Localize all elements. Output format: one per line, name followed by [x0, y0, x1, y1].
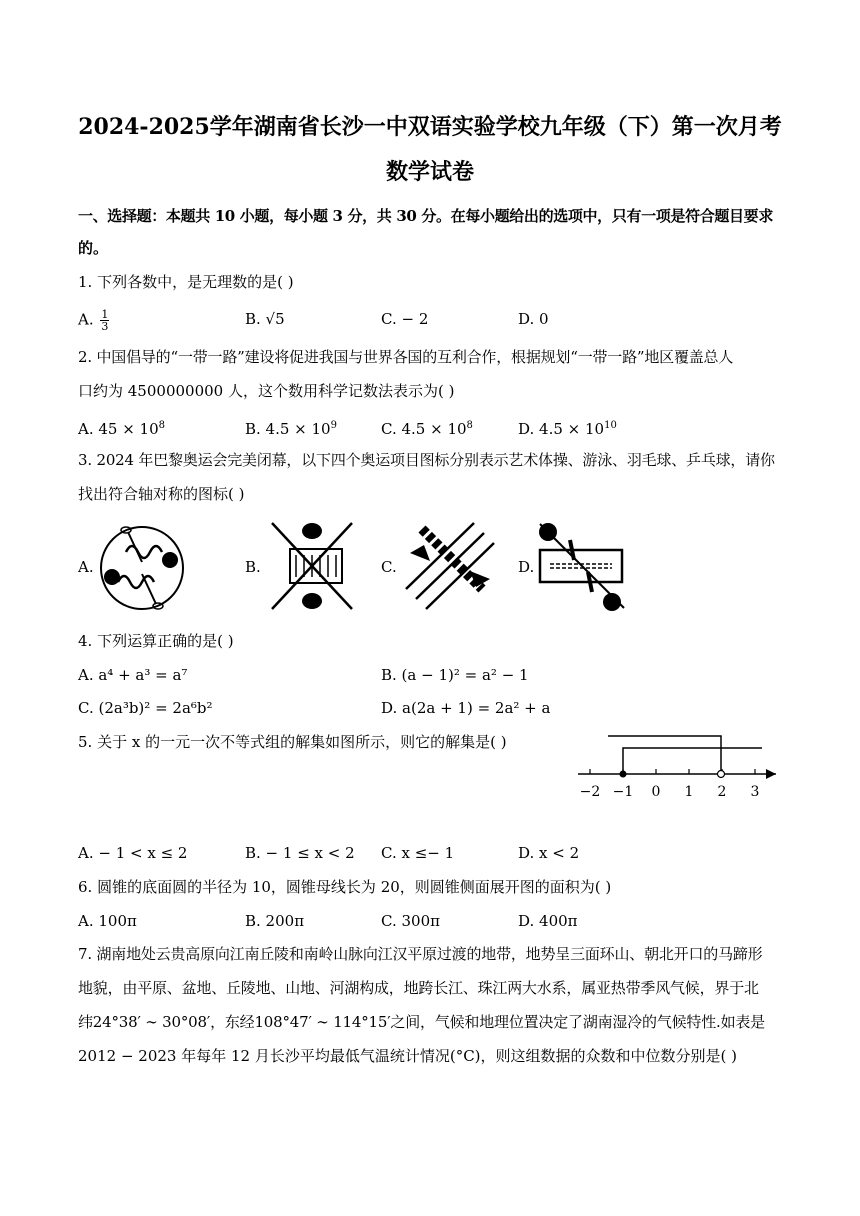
question-3-line1: 3. 2024 年巴黎奥运会完美闭幕，以下四个奥运项目图标分别表示艺术体操、游泳、羽毛球、乒乓球，请你 — [78, 451, 775, 469]
q2-option-a-base: A. 45 × 10 — [78, 420, 159, 438]
q3-option-d-label: D. — [518, 558, 535, 576]
q2-option-d-exp: 10 — [604, 420, 617, 431]
question-7-line1: 7. 湖南地处云贵高原向江南丘陵和南岭山脉向江汉平原过渡的地带，地势呈三面环山、朝北开口的马蹄形 — [78, 945, 763, 963]
gymnastics-icon — [98, 522, 186, 614]
number-line-figure — [570, 726, 784, 804]
question-4-stem: 4. 下列运算正确的是( ) — [78, 632, 234, 650]
q3-option-b-label: B. — [245, 558, 261, 576]
swimming-icon — [266, 519, 358, 613]
q1-option-d: D. 0 — [518, 310, 549, 328]
q2-option-b-base: B. 4.5 × 10 — [245, 420, 331, 438]
q5-option-b: B. − 1 ≤ x < 2 — [245, 844, 355, 862]
axis-tick-label: 3 — [750, 784, 760, 800]
q2-option-c-base: C. 4.5 × 10 — [381, 420, 467, 438]
q6-option-c: C. 300π — [381, 912, 440, 930]
solution-line-lower — [623, 748, 762, 774]
q5-option-a: A. − 1 < x ≤ 2 — [78, 844, 188, 862]
axis-tick-label: 1 — [684, 784, 694, 800]
solution-line-upper — [608, 736, 721, 774]
q3-option-a-label: A. — [78, 558, 94, 576]
q4-option-d: D. a(2a + 1) = 2a² + a — [381, 699, 551, 717]
question-1-stem: 1. 下列各数中，是无理数的是( ) — [78, 273, 294, 291]
q1-option-a-label: A. — [78, 310, 94, 329]
q1-option-c: C. − 2 — [381, 310, 429, 328]
question-7-line3: 纬24°38′ ∼ 30°08′，东经108°47′ ∼ 114°15′之间，气候和地理位置决定了湖南湿冷的气候特性.如表是 — [78, 1013, 765, 1031]
q6-option-b: B. 200π — [245, 912, 305, 930]
closed-point — [620, 771, 627, 778]
badminton-icon — [402, 519, 498, 613]
q4-option-b: B. (a − 1)² = a² − 1 — [381, 666, 529, 684]
q2-option-d — [518, 416, 617, 439]
q2-option-a-exp: 8 — [158, 420, 166, 431]
q2-option-a — [78, 416, 165, 439]
section-heading-line1: 一、选择题：本题共 10 小题，每小题 3 分，共 30 分。在每小题给出的选项中，只有一项是符合题目要求 — [78, 207, 773, 225]
q2-option-b-exp: 9 — [330, 420, 337, 431]
question-2-line2: 口约为 4500000000 人，这个数用科学记数法表示为( ) — [78, 382, 455, 400]
axis-tick-label: 2 — [717, 784, 727, 800]
question-7-line2: 地貌，由平原、盆地、丘陵地、山地、河湖构成，地跨长江、珠江两大水系，属亚热带季风气候，界于北 — [78, 979, 759, 997]
q5-option-c: C. x ≤− 1 — [381, 844, 455, 862]
question-5-stem: 5. 关于 x 的一元一次不等式组的解集如图所示，则它的解集是( ) — [78, 733, 507, 751]
q1-fraction — [100, 309, 109, 332]
q2-option-c — [381, 416, 473, 439]
q5-option-d: D. x < 2 — [518, 844, 580, 862]
question-3-line2: 找出符合轴对称的图标( ) — [78, 485, 245, 503]
page-title-line2: 数学试卷 — [385, 159, 474, 185]
q6-option-a: A. 100π — [78, 912, 137, 930]
section-heading-line2: 的。 — [78, 239, 109, 257]
q4-option-a: A. a⁴ + a³ = a⁷ — [78, 666, 188, 684]
axis-tick-label: −2 — [579, 784, 601, 800]
axis-tick-label: −1 — [612, 784, 634, 800]
axis-tick-label: 0 — [651, 784, 661, 800]
q1-fraction-numerator: 1 — [101, 308, 109, 321]
question-7-line4: 2012 − 2023 年每年 12 月长沙平均最低气温统计情况(°C)，则这组数据的众数和中位数分别是( ) — [78, 1047, 737, 1065]
q2-option-c-exp: 8 — [466, 420, 473, 431]
question-6-stem: 6. 圆锥的底面圆的半径为 10，圆锥母线长为 20，则圆锥侧面展开图的面积为( ) — [78, 878, 612, 896]
q1-option-b: B. √5 — [245, 310, 285, 328]
q6-option-d: D. 400π — [518, 912, 578, 930]
q4-option-c: C. (2a³b)² = 2a⁶b² — [78, 699, 213, 717]
open-point — [718, 771, 725, 778]
axis-arrow-icon — [766, 769, 776, 779]
q1-option-a — [78, 309, 109, 332]
q3-option-c-label: C. — [381, 558, 397, 576]
table-tennis-icon — [534, 520, 630, 612]
q1-fraction-denominator: 3 — [101, 320, 109, 333]
q2-option-d-base: D. 4.5 × 10 — [518, 420, 605, 438]
q2-option-b — [245, 416, 337, 439]
page-title-line1: 2024-2025学年湖南省长沙一中双语实验学校九年级（下）第一次月考 — [78, 114, 782, 140]
question-2-line1: 2. 中国倡导的“一带一路”建设将促进我国与世界各国的互利合作，根据规划“一带一路”地区覆盖总人 — [78, 348, 734, 366]
